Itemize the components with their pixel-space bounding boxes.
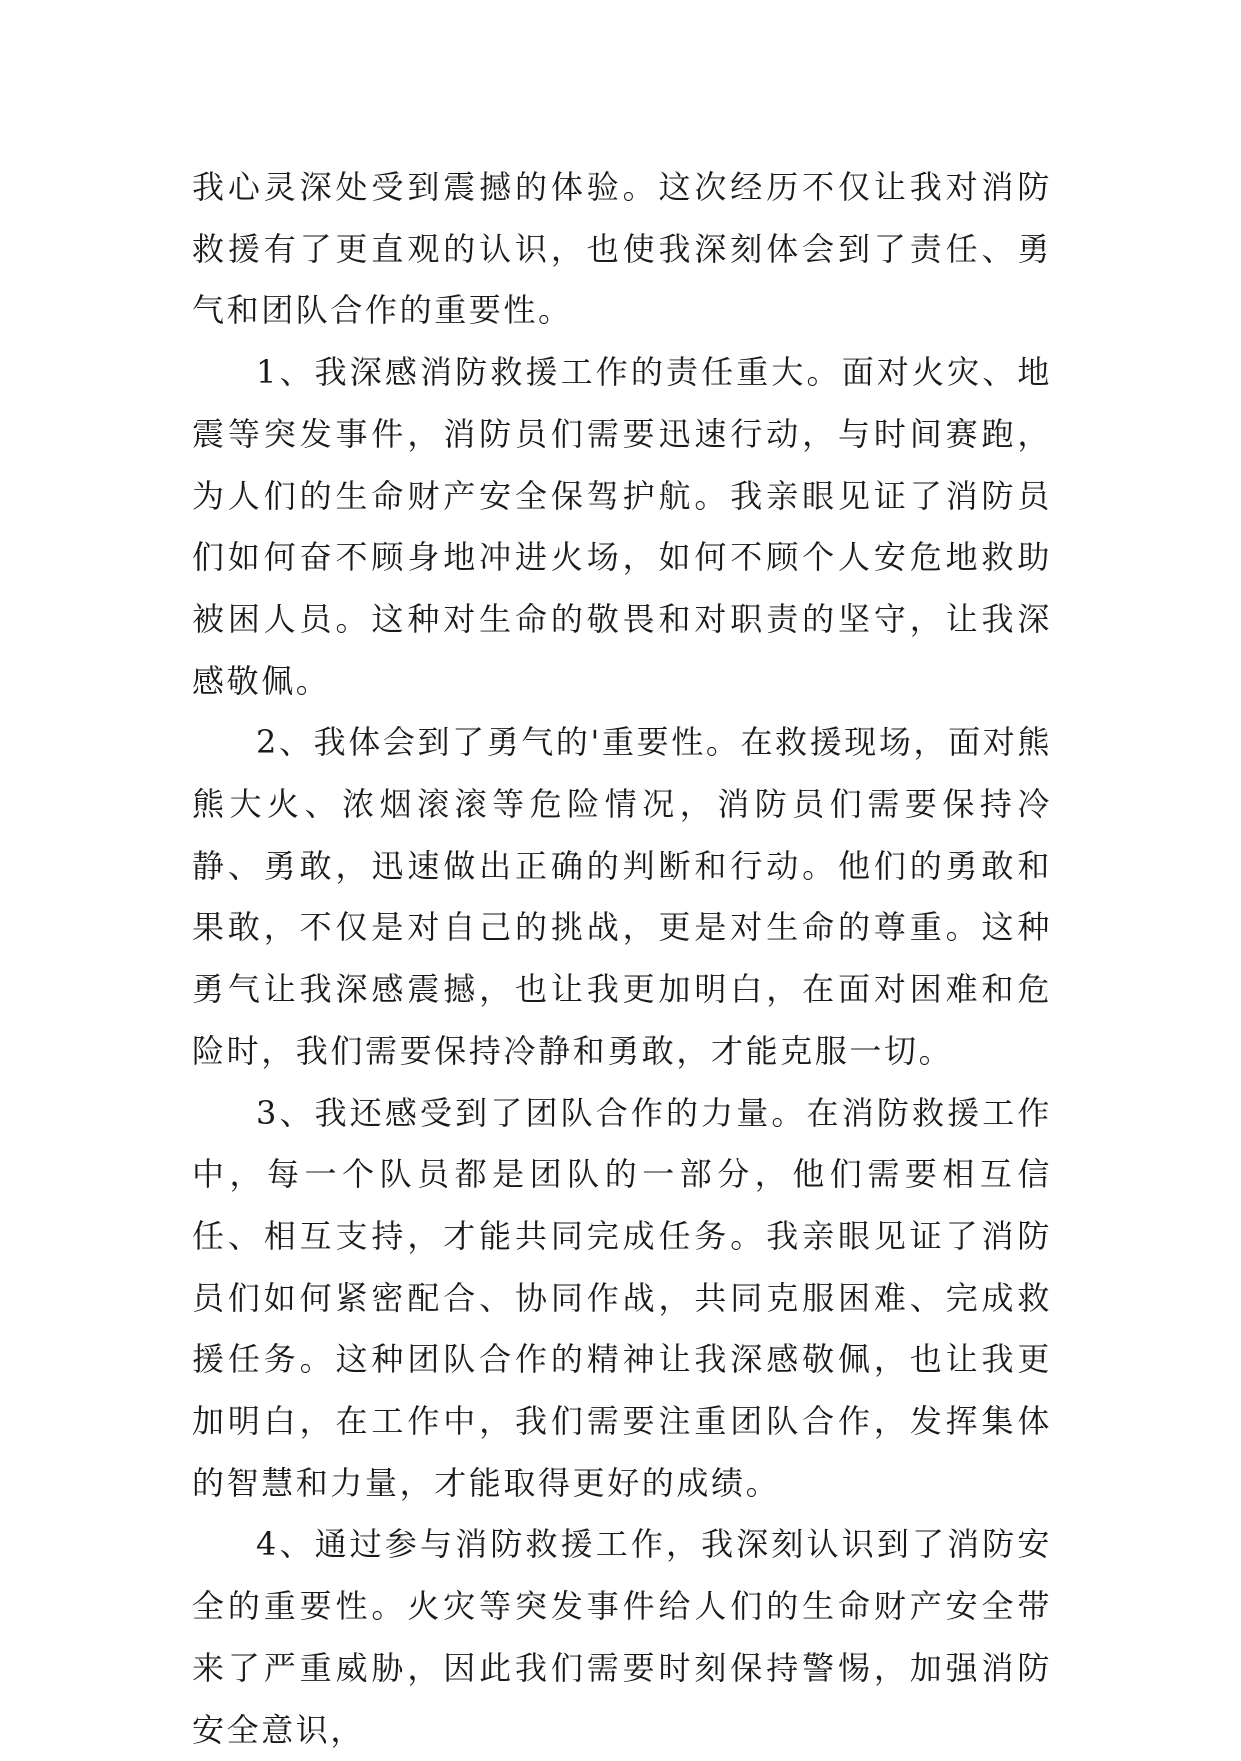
paragraph-point-1: 1、我深感消防救援工作的责任重大。面对火灾、地震等突发事件，消防员们需要迅速行动，与时间赛跑，为人们的生命财产安全保驾护航。我亲眼见证了消防员们如何奋不顾身地冲进火场，如何不顾个人安危地救助被困人员。这种对生命的敬畏和对职责的坚守，让我深感敬佩。	[192, 353, 1052, 700]
paragraph-point-3: 3、我还感受到了团队合作的力量。在消防救援工作中，每一个队员都是团队的一部分，他们需要相互信任、相互支持，才能共同完成任务。我亲眼见证了消防员们如何紧密配合、协同作战，共同克服困难、完成救援任务。这种团队合作的精神让我深感敬佩，也让我更加明白，在工作中，我们需要注重团队合作，发挥集体的智慧和力量，才能取得更好的成绩。	[192, 1093, 1052, 1502]
document-body	[192, 157, 1052, 1761]
paragraph-point-2: 2、我体会到了勇气的'重要性。在救援现场，面对熊熊大火、浓烟滚滚等危险情况，消防员们需要保持冷静、勇敢，迅速做出正确的判断和行动。他们的勇敢和果敢，不仅是对自己的挑战，更是对生命的尊重。这种勇气让我深感震撼，也让我更加明白，在面对困难和危险时，我们需要保持冷静和勇敢，才能克服一切。	[192, 723, 1052, 1070]
paragraph-continuation: 我心灵深处受到震撼的体验。这次经历不仅让我对消防救援有了更直观的认识，也使我深刻体会到了责任、勇气和团队合作的重要性。	[192, 168, 1052, 330]
paragraph-point-4: 4、通过参与消防救援工作，我深刻认识到了消防安全的重要性。火灾等突发事件给人们的生命财产安全带来了严重威胁，因此我们需要时刻保持警惕，加强消防安全意识，	[192, 1525, 1052, 1749]
